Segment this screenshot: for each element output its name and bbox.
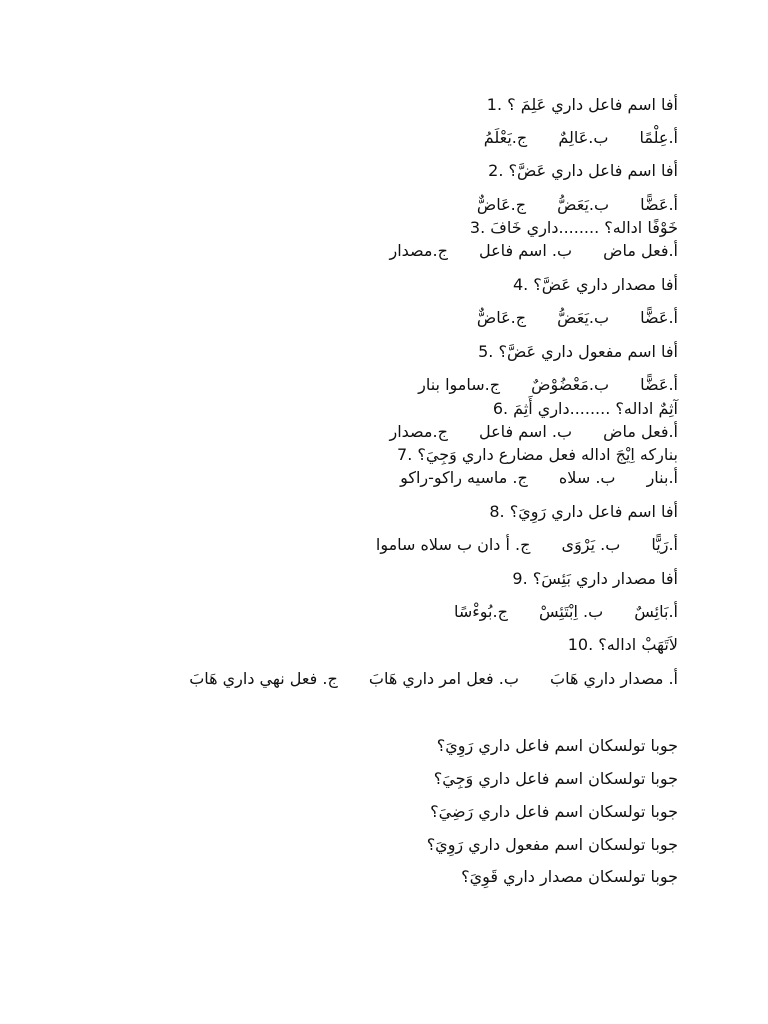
question-6-options [58, 421, 678, 443]
task-2: جوبا تولسكان اسم فاعل داري وَجِيَ؟ [433, 769, 678, 788]
option-a: أ.عَضًّا [640, 308, 678, 327]
option-c: ج.مصدار [389, 422, 448, 441]
question-9-stem: أفا مصدار داري بَئِسَ؟ .9 [512, 569, 678, 588]
question-1-stem: أفا اسم فاعل داري عَلِمَ ؟ .1 [486, 95, 678, 114]
option-a: أ.عِلْمًا [639, 128, 678, 147]
option-b: ب.يَعَضُّ [557, 308, 610, 327]
question-1-options [58, 127, 678, 149]
option-c: ج.يَعْلَمُ [483, 128, 528, 147]
question-7-stem: بناركه اِيْجَ اداله فعل مضارع داري وَجِيَ؟ .7 [397, 445, 678, 464]
question-8-options [58, 534, 678, 556]
option-c: ج.بُوءْسًا [453, 602, 508, 621]
option-a: أ.بَائِسٌ [634, 602, 678, 621]
option-b: ب. فعل امر داري هَابَ [368, 669, 519, 688]
question-7-options [58, 467, 678, 489]
option-b: ب. اِبْتَئِسْ [539, 602, 604, 621]
option-b: ب.عَالِمٌ [558, 128, 609, 147]
option-a: أ.عَضًّا [640, 375, 678, 394]
option-b: ب. اسم فاعل [479, 241, 573, 260]
question-8-stem: أفا اسم فاعل داري رَوِيَ؟ .8 [489, 502, 678, 521]
task-4: جوبا تولسكان اسم مفعول داري رَوِيَ؟ [426, 835, 678, 854]
option-a: أ.فعل ماض [603, 241, 678, 260]
task-1: جوبا تولسكان اسم فاعل داري رَوِيَ؟ [436, 736, 678, 755]
question-6-stem: آثِمٌ اداله؟ ........داري أَثِمَ .6 [492, 399, 678, 418]
question-10-stem: لاَتَهَبْ اداله؟ .10 [567, 635, 678, 654]
question-3-stem: خَوْفًا اداله؟ ........داري خَافَ .3 [469, 218, 678, 237]
option-c: ج.عَاضٌّ [476, 195, 527, 214]
option-b: ب.يَعَضُّ [557, 195, 610, 214]
question-5-options [58, 374, 678, 396]
option-c: ج.عَاضٌّ [476, 308, 527, 327]
option-a: أ.فعل ماض [603, 422, 678, 441]
option-a: أ.رَيًّا [651, 535, 678, 554]
option-b: ب. يَرْوَى [561, 535, 621, 554]
question-4-options [58, 307, 678, 329]
option-b: ب. اسم فاعل [479, 422, 573, 441]
question-9-options [58, 601, 678, 623]
question-2-stem: أفا اسم فاعل داري عَضَّ؟ .2 [488, 161, 678, 180]
option-c: ج. ماسيه راكو-راكو [400, 468, 528, 487]
option-c: ج.ساموا بنار [418, 375, 501, 394]
task-5: جوبا تولسكان مصدار داري قَوِيَ؟ [461, 867, 678, 886]
option-b: ب.مَعْضُوْضٌ [531, 375, 610, 394]
option-c: ج. أ دان ب سلاه ساموا [375, 535, 531, 554]
task-3: جوبا تولسكان اسم فاعل داري رَضِيَ؟ [430, 802, 678, 821]
option-c: ج.مصدار [389, 241, 448, 260]
option-a: أ. مصدار داري هَابَ [550, 669, 678, 688]
question-5-stem: أفا اسم مفعول داري عَضَّ؟ .5 [478, 342, 678, 361]
option-b: ب. سلاه [558, 468, 616, 487]
question-10-options [58, 668, 678, 690]
question-3-options [58, 240, 678, 262]
question-2-options [58, 194, 678, 216]
option-c: ج. فعل نهي داري هَابَ [189, 669, 338, 688]
question-4-stem: أفا مصدار داري عَضَّ؟ .4 [512, 275, 678, 294]
option-a: أ.بنار [646, 468, 678, 487]
option-a: أ.عَضًّا [640, 195, 678, 214]
